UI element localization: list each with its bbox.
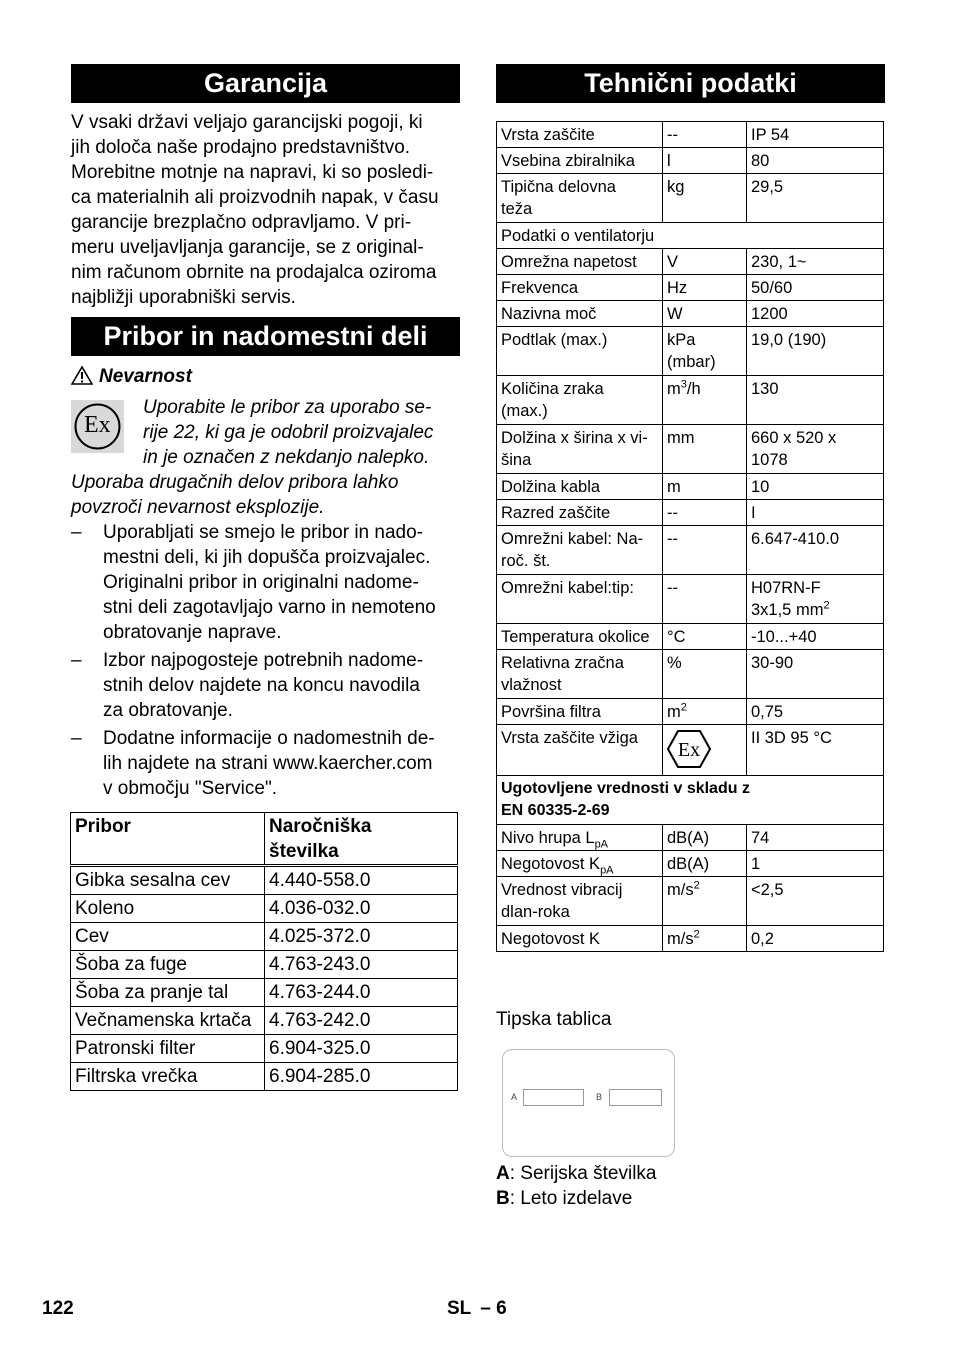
table-cell: II 3D 95 °C (747, 725, 884, 776)
text-line: v območju "Service". (103, 778, 277, 799)
text-line: mestni deli, ki jih dopušča proizvajalec. (103, 547, 431, 568)
warning-text-tail (71, 470, 463, 520)
table-row (497, 122, 884, 148)
table-cell: $m^2$ (663, 699, 747, 725)
text-line: lih najdete na strani www.kaercher.com (103, 753, 433, 774)
table-cell: 6.904-325.0 (265, 1035, 458, 1063)
text-line: stnih delov najdete na koncu navodila (103, 675, 420, 696)
legend-b (496, 1186, 632, 1211)
text-line: najbližji uporabniški servis. (71, 287, 296, 308)
bullet-dash: – (71, 522, 82, 543)
text-line: garancije brezplačno odpravljamo. V pri- (71, 212, 412, 233)
table-cell: Koleno (71, 895, 265, 923)
table-cell: 230, 1~ (747, 249, 884, 275)
table-row (497, 825, 884, 851)
footer-section-number: 6 (496, 1298, 507, 1319)
table-row (71, 1063, 458, 1091)
tehnicni-heading: Tehnični podatki (496, 64, 885, 103)
table-cell: -- (663, 575, 747, 624)
table-cell: 50/60 (747, 275, 884, 301)
table-row (497, 650, 884, 699)
table-row (497, 376, 884, 425)
legend-key: A (496, 1163, 510, 1184)
table-cell: kPa (mbar) (663, 327, 747, 376)
legend-key: B (496, 1188, 510, 1209)
table-row (497, 575, 884, 624)
table-cell: Količina zraka (max.) (497, 376, 663, 425)
table-cell: -- (663, 526, 747, 575)
garancija-heading: Garancija (71, 64, 460, 103)
text-line: nim računom obrnite na prodajalca oziroma (71, 262, 437, 283)
text-line: jih določa naše prodajno predstavništvo. (71, 137, 411, 158)
table-cell: <2,5 (747, 877, 884, 926)
table-cell: $m/s^2$ (663, 926, 747, 952)
table-row (497, 174, 884, 223)
table-row (497, 725, 884, 776)
table-cell: °C (663, 624, 747, 650)
table-cell: 660 x 520 x 1078 (747, 425, 884, 474)
table-cell: 130 (747, 376, 884, 425)
table-cell: 1 (747, 851, 884, 877)
table-row (497, 877, 884, 926)
table-cell: Večnamenska krtača (71, 1007, 265, 1035)
table-cell: Nazivna moč (497, 301, 663, 327)
table-cell: 29,5 (747, 174, 884, 223)
bullet-dash: – (71, 728, 82, 749)
table-cell: Razred zaščite (497, 500, 663, 526)
header-order-number: Naročniška številka (265, 813, 458, 866)
table-cell: dB(A) (663, 825, 747, 851)
table-row (497, 776, 884, 825)
legend-a (496, 1161, 657, 1186)
table-cell: 4.440-558.0 (265, 866, 458, 895)
table-row (497, 249, 884, 275)
table-cell: Nivo hrupa $L_{pA}$ (497, 825, 663, 851)
plate-field-b (609, 1089, 662, 1106)
text-line: Uporabite le pribor za uporabo se- (143, 397, 432, 418)
ex-hexagon-icon (667, 729, 711, 769)
ex-symbol-icon (71, 400, 124, 453)
table-row (71, 1035, 458, 1063)
table-cell: m (663, 474, 747, 500)
table-cell: 80 (747, 148, 884, 174)
bullet-item (71, 520, 461, 645)
table-cell: 0,2 (747, 926, 884, 952)
table-cell: l (663, 148, 747, 174)
table-cell: 6.904-285.0 (265, 1063, 458, 1091)
table-row (71, 1007, 458, 1035)
text-line: Uporabljati se smejo le pribor in nado- (103, 522, 423, 543)
table-cell: Relativna zračna vlažnost (497, 650, 663, 699)
table-cell: $m/s^2$ (663, 877, 747, 926)
plate-label-a: A (511, 1092, 518, 1102)
table-cell: I (747, 500, 884, 526)
table-row (497, 275, 884, 301)
text-line: ca materialnih ali proizvodnih napak, v času (71, 187, 439, 208)
table-header-row (71, 813, 458, 866)
table-cell: Hz (663, 275, 747, 301)
table-cell: Šoba za fuge (71, 951, 265, 979)
text-line: Izbor najpogosteje potrebnih nadome- (103, 650, 424, 671)
footer-dash: – (480, 1298, 491, 1319)
table-cell: Ugotovljene vrednosti v skladu z EN 60335-2-69 (497, 776, 884, 825)
table-cell: Frekvenca (497, 275, 663, 301)
legend-text: : Leto izdelave (509, 1188, 633, 1209)
table-cell: H07RN-F 3x1,5 $mm^2$ (747, 575, 884, 624)
table-cell: mm (663, 425, 747, 474)
bullet-item (71, 726, 461, 801)
table-cell: 4.763-244.0 (265, 979, 458, 1007)
text-line: rije 22, ki ga je odobril proizvajalec (143, 422, 434, 443)
table-cell: Tipična delovna teža (497, 174, 663, 223)
table-cell: Cev (71, 923, 265, 951)
type-plate-illustration (502, 1049, 675, 1157)
text-line: in je označen z nekdanjo nalepko. (143, 447, 430, 468)
table-row (497, 148, 884, 174)
table-row (497, 327, 884, 376)
table-row (497, 474, 884, 500)
text-line: Dodatne informacije o nadomestnih de- (103, 728, 435, 749)
table-cell: -- (663, 122, 747, 148)
table-row (497, 526, 884, 575)
text-line: obratovanje naprave. (103, 622, 282, 643)
table-cell: % (663, 650, 747, 699)
warning-triangle-icon (71, 366, 93, 385)
tipska-tablica-title: Tipska tablica (496, 1009, 612, 1030)
table-cell: W (663, 301, 747, 327)
table-row (71, 895, 458, 923)
table-cell: kg (663, 174, 747, 223)
table-row (497, 624, 884, 650)
table-cell: 0,75 (747, 699, 884, 725)
svg-text:Ex: Ex (677, 739, 701, 761)
table-cell: Omrežna napetost (497, 249, 663, 275)
table-cell: $m^3/h$ (663, 376, 747, 425)
table-cell: -- (663, 500, 747, 526)
table-cell: 6.647-410.0 (747, 526, 884, 575)
table-cell: Omrežni kabel:tip: (497, 575, 663, 624)
table-cell: Vrsta zaščite (497, 122, 663, 148)
technical-data-table (496, 121, 884, 952)
table-cell: 4.025-372.0 (265, 923, 458, 951)
accessories-table (70, 812, 458, 1091)
footer-section-page (447, 1298, 507, 1320)
table-cell: -10...+40 (747, 624, 884, 650)
text-line: Uporaba drugačnih delov pribora lahko (71, 472, 399, 493)
table-cell: Negotovost K (497, 926, 663, 952)
table-cell: Dolžina kabla (497, 474, 663, 500)
table-cell: 4.763-242.0 (265, 1007, 458, 1035)
table-cell (663, 725, 747, 776)
table-row (71, 951, 458, 979)
text-line: Originalni pribor in originalni nadome- (103, 572, 419, 593)
table-cell: 19,0 (190) (747, 327, 884, 376)
table-row (497, 425, 884, 474)
table-cell: Dolžina x širina x vi- šina (497, 425, 663, 474)
table-row (497, 301, 884, 327)
table-cell: 4.036-032.0 (265, 895, 458, 923)
text-line: za obratovanje. (103, 700, 233, 721)
plate-field-a (523, 1089, 584, 1106)
table-cell: Omrežni kabel: Na- roč. št. (497, 526, 663, 575)
bullet-item (71, 648, 461, 723)
table-row (497, 926, 884, 952)
table-cell: 1200 (747, 301, 884, 327)
table-cell: Podatki o ventilatorju (497, 223, 884, 249)
table-cell: 4.763-243.0 (265, 951, 458, 979)
text-line: povzroči nevarnost eksplozije. (71, 497, 325, 518)
table-cell: dB(A) (663, 851, 747, 877)
table-row (497, 699, 884, 725)
table-cell: 74 (747, 825, 884, 851)
garancija-text (71, 110, 466, 310)
legend-text: : Serijska številka (509, 1163, 657, 1184)
table-cell: V (663, 249, 747, 275)
bullet-dash: – (71, 650, 82, 671)
table-cell: Vrednost vibracij dlan-roka (497, 877, 663, 926)
table-cell: Negotovost $K_{pA}$ (497, 851, 663, 877)
ex-symbol-text: Ex (84, 412, 111, 438)
pribor-heading: Pribor in nadomestni deli (71, 317, 460, 356)
table-cell: IP 54 (747, 122, 884, 148)
text-line: V vsaki državi veljajo garancijski pogoji, ki (71, 112, 423, 133)
table-cell: Površina filtra (497, 699, 663, 725)
table-row (497, 223, 884, 249)
table-cell: Gibka sesalna cev (71, 866, 265, 895)
table-cell: Patronski filter (71, 1035, 265, 1063)
table-row (71, 979, 458, 1007)
footer-lang: SL (447, 1298, 471, 1319)
table-cell: Šoba za pranje tal (71, 979, 265, 1007)
page-number: 122 (42, 1298, 74, 1319)
warning-label-row (71, 366, 192, 388)
table-cell: Podtlak (max.) (497, 327, 663, 376)
warning-label: Nevarnost (99, 366, 192, 387)
text-line: Morebitne motnje na napravi, ki so posledi- (71, 162, 434, 183)
table-cell: 10 (747, 474, 884, 500)
header-pribor: Pribor (71, 813, 265, 866)
table-row (497, 500, 884, 526)
table-cell: Temperatura okolice (497, 624, 663, 650)
table-cell: 30-90 (747, 650, 884, 699)
text-line: meru uveljavljanja garancije, se z original- (71, 237, 424, 258)
plate-label-b: B (596, 1092, 603, 1102)
table-row (497, 851, 884, 877)
text-line: stni deli zagotavljajo varno in nemoteno (103, 597, 436, 618)
warning-text (143, 395, 463, 470)
table-cell: Vsebina zbiralnika (497, 148, 663, 174)
table-row (71, 923, 458, 951)
table-cell: Filtrska vrečka (71, 1063, 265, 1091)
table-cell: Vrsta zaščite vžiga (497, 725, 663, 776)
table-row (71, 866, 458, 895)
